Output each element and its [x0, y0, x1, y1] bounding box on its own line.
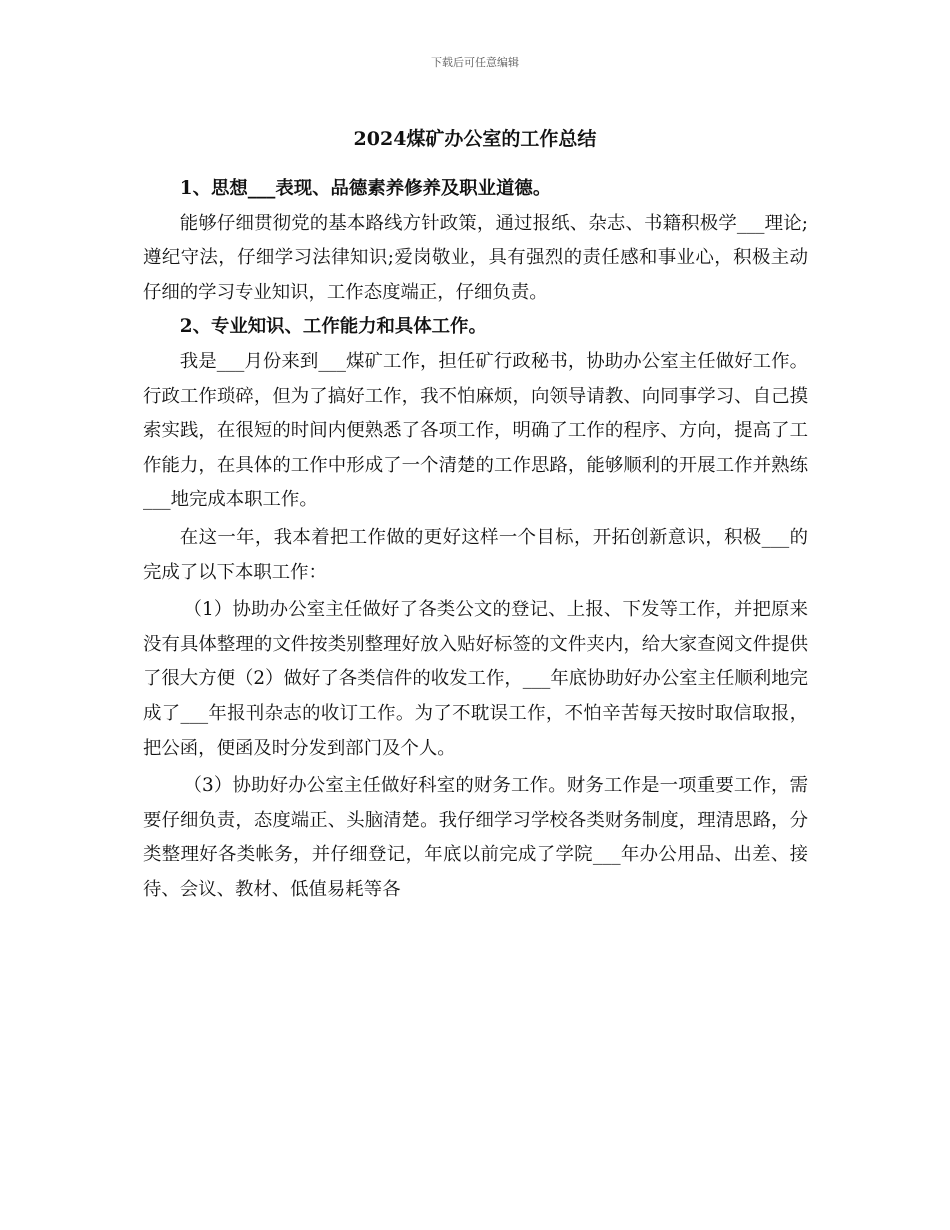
section-heading-2: 2、专业知识、工作能力和具体工作。: [179, 316, 487, 338]
paragraph-2: 我是___月份来到___煤矿工作，担任矿行政秘书，协助办公室主任做好工作。行政工作琐碎，但为了搞好工作，我不怕麻烦，向领导请教、向同事学习、自己摸索实践，在很短的时间内便熟悉了各项工作，明确了工作的程序、方向，提高了工作能力，在具体的工作中形成了一个清楚的工作思路，能够顺利的开展工作并熟练___地完成本职工作。: [143, 350, 808, 511]
section-heading-1: 1、思想___表现、品德素养修养及职业道德。: [179, 178, 552, 199]
paragraph-item-3: （3）协助好办公室主任做好科室的财务工作。财务工作是一项重要工作，需要仔细负责，态度端正、头脑清楚。我仔细学习学校各类财务制度，理清思路，分类整理好各类帐务，并仔细登记，年底以前完成了学院___年办公用品、出差、接待、会议、教材、低值易耗等各: [143, 775, 808, 900]
document-body: [143, 172, 808, 907]
header-note: 下载后可任意编辑: [431, 56, 519, 69]
paragraph-item-1-2: （1）协助办公室主任做好了各类公文的登记、上报、下发等工作，并把原来没有具体整理的文件按类别整理好放入贴好标签的文件夹内，给大家查阅文件提供了很大方便（2）做好了各类信件的收发工作，___年底协助好办公室主任顺利地完成了___年报刊杂志的收订工作。为了不耽误工作，不怕辛苦每天按时取信取报，把公函，便函及时分发到部门及个人。: [143, 599, 808, 759]
paragraph-3: 在这一年，我本着把工作做的更好这样一个目标，开拓创新意识，积极___的完成了以下本职工作：: [143, 526, 808, 583]
document-title: 2024煤矿办公室的工作总结: [353, 128, 597, 150]
paragraph-1: 能够仔细贯彻党的基本路线方针政策，通过报纸、杂志、书籍积极学___理论;遵纪守法，仔细学习法律知识;爱岗敬业，具有强烈的责任感和事业心，积极主动仔细的学习专业知识，工作态度端正，仔细负责。: [143, 212, 808, 303]
